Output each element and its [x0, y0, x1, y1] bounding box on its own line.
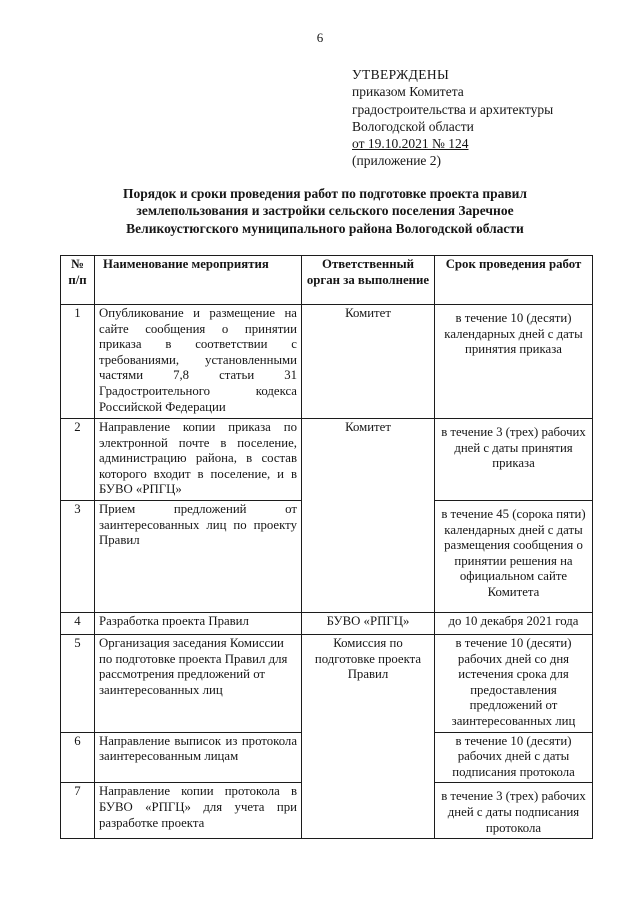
row-action: Направление выписок из протокола заинтересованным лицам	[95, 732, 302, 783]
row-action: Прием предложений от заинтересованных лиц по проекту Правил	[95, 500, 302, 612]
row-term: в течение 3 (трех) рабочих дней с даты принятия приказа	[435, 419, 593, 501]
row-number: 4	[61, 612, 95, 634]
approval-line: Вологодской области	[352, 118, 474, 134]
row-responsible: Комитет	[302, 305, 435, 419]
approval-line: приказом Комитета	[352, 84, 464, 100]
title-line: землепользования и застройки сельского поселения Заречное	[136, 203, 514, 219]
table-row	[61, 634, 593, 732]
table-row	[61, 500, 593, 612]
approval-appendix: (приложение 2)	[352, 153, 442, 169]
header-term: Срок проведения работ	[435, 256, 593, 305]
document-title	[70, 185, 580, 237]
row-responsible: Комиссия по подготовке проекта Правил	[302, 634, 435, 838]
row-term: в течение 45 (сорока пяти) календарных дней с даты размещения сообщения о принятии решения на официальном сайте Комитета	[435, 500, 593, 612]
header-action-name: Наименование мероприятия	[95, 256, 302, 305]
table-header-row	[61, 256, 593, 305]
header-responsible: Ответственный орган за выполнение	[302, 256, 435, 305]
row-action: Разработка проекта Правил	[95, 612, 302, 634]
row-action: Направление копии протокола в БУВО «РПГЦ» для учета при разработке проекта	[95, 783, 302, 839]
approval-stamp	[352, 66, 553, 170]
row-number: 1	[61, 305, 95, 419]
row-term: в течение 10 (десяти) рабочих дней с даты подписания протокола	[435, 732, 593, 783]
approval-order-number: от 19.10.2021 № 124	[352, 136, 469, 152]
row-number: 2	[61, 419, 95, 501]
table-row	[61, 419, 593, 501]
row-responsible: БУВО «РПГЦ»	[302, 612, 435, 634]
row-number: 7	[61, 783, 95, 839]
row-term: в течение 3 (трех) рабочих дней с даты подписания протокола	[435, 783, 593, 839]
row-term: в течение 10 (десяти) рабочих дней со дня истечения срока для предоставления предложений от заинтересованных лиц	[435, 634, 593, 732]
approval-heading: УТВЕРЖДЕНЫ	[352, 67, 450, 82]
row-number: 6	[61, 732, 95, 783]
row-number: 3	[61, 500, 95, 612]
row-term: до 10 декабря 2021 года	[435, 612, 593, 634]
row-action: Направление копии приказа по электронной почте в поселение, администрацию района, в состав которого входит в поселение, и в БУВО «РПГЦ»	[95, 419, 302, 501]
row-term: в течение 10 (десяти) календарных дней с даты принятия приказа	[435, 305, 593, 419]
row-responsible	[302, 500, 435, 612]
row-number: 5	[61, 634, 95, 732]
table-row	[61, 305, 593, 419]
approval-line: градостроительства и архитектуры	[352, 101, 554, 117]
title-line: Порядок и сроки проведения работ по подготовке проекта правил	[122, 186, 527, 201]
page-number: 6	[316, 30, 324, 45]
title-line: Великоустюгского муниципального района Вологодской области	[126, 220, 524, 236]
header-number: № п/п	[61, 256, 95, 305]
table-row	[61, 612, 593, 634]
row-action: Опубликование и размещение на сайте сообщения о принятии приказа в соответствии с требованиями, установленными частями 7,8 статьи 31 Градостроительного кодекса Российской Федерации	[95, 305, 302, 419]
row-action: Организация заседания Комиссии по подготовке проекта Правил для рассмотрения предложений от заинтересованных лиц	[95, 634, 302, 732]
row-responsible: Комитет	[302, 419, 435, 501]
schedule-table	[60, 255, 593, 839]
